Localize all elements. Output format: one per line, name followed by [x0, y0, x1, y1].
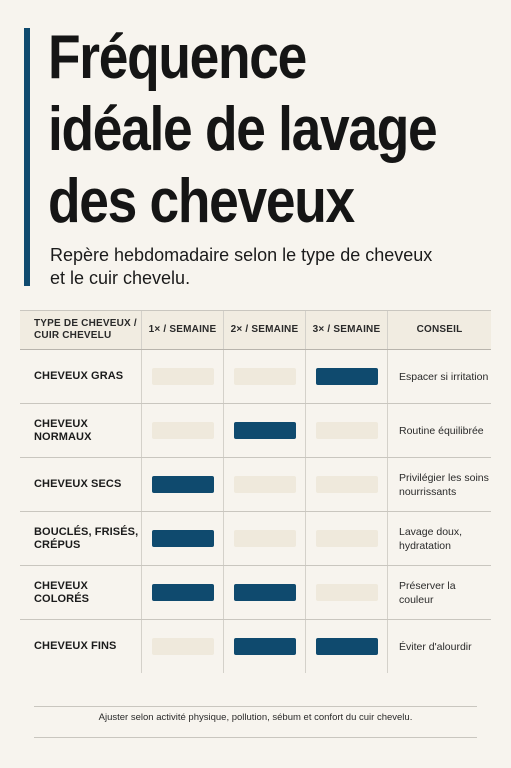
type-cell: [20, 350, 141, 403]
frequency-swatch: [234, 584, 296, 601]
frequency-swatch: [234, 476, 296, 493]
type-cell: [20, 566, 141, 619]
advice-text: [399, 471, 489, 499]
subtitle-line-2: et le cuir chevelu.: [50, 268, 191, 288]
table-row: [20, 404, 491, 458]
freq2-cell: [223, 620, 305, 673]
type-line-1: CHEVEUX COLORÉS: [34, 579, 90, 605]
frequency-swatch: [152, 368, 214, 385]
header-freq3-cell: [305, 311, 387, 349]
subtitle-line-1: Repère hebdomadaire selon le type de cheveux: [50, 245, 433, 265]
advice-cell: [387, 350, 491, 403]
freq3-cell: [305, 620, 387, 673]
freq3-cell: [305, 404, 387, 457]
type-line-1: CHEVEUX FINS: [34, 640, 117, 652]
footer-divider-top: [34, 706, 477, 707]
advice-line-1: Lavage doux,: [399, 525, 463, 538]
frequency-swatch: [234, 638, 296, 655]
frequency-swatch: [152, 422, 214, 439]
advice-cell: [387, 404, 491, 457]
header-freq3-label: 3× / SEMAINE: [312, 324, 381, 335]
advice-line-1: Éviter d'alourdir: [399, 640, 472, 653]
table-row: [20, 566, 491, 620]
freq1-cell: [141, 566, 223, 619]
type-label: [34, 640, 117, 653]
table-row: [20, 512, 491, 566]
freq2-cell: [223, 350, 305, 403]
table-row: [20, 350, 491, 404]
header-freq1-label: 1× / SEMAINE: [148, 324, 217, 335]
advice-line-1: Espacer si irritation: [399, 370, 489, 383]
frequency-swatch: [316, 638, 378, 655]
frequency-swatch: [234, 530, 296, 547]
type-label: [34, 370, 123, 383]
advice-cell: [387, 512, 491, 565]
advice-line-2: nourrissants: [399, 485, 457, 498]
type-label: [34, 580, 141, 606]
subtitle: [50, 244, 470, 290]
type-line-1: BOUCLÉS, FRISÉS,: [34, 525, 139, 538]
table-row: [20, 620, 491, 673]
freq2-cell: [223, 458, 305, 511]
type-cell: [20, 620, 141, 673]
freq1-cell: [141, 620, 223, 673]
freq2-cell: [223, 404, 305, 457]
advice-line-1: Privilégier les soins: [399, 471, 489, 484]
type-line-1: CHEVEUX SECS: [34, 478, 122, 490]
header-type-label: [34, 318, 137, 342]
advice-cell: [387, 458, 491, 511]
advice-cell: [387, 620, 491, 673]
advice-text: [399, 370, 488, 384]
advice-line-2: hydratation: [399, 539, 451, 552]
table-header-row: [20, 310, 491, 350]
title-line-1: Fréquence: [48, 23, 307, 92]
advice-text: [399, 424, 484, 438]
freq3-cell: [305, 350, 387, 403]
advice-line-1: Préserver la couleur: [399, 579, 456, 606]
frequency-swatch: [316, 422, 378, 439]
frequency-swatch: [152, 476, 214, 493]
type-line-1: CHEVEUX NORMAUX: [34, 417, 92, 443]
frequency-swatch: [234, 422, 296, 439]
header-type-line-1: TYPE DE CHEVEUX /: [34, 318, 137, 329]
frequency-table: [20, 310, 491, 673]
header-freq2-label: 2× / SEMAINE: [230, 324, 299, 335]
title-line-2: idéale de lavage: [48, 95, 437, 164]
type-cell: [20, 458, 141, 511]
header-type-cell: [20, 311, 141, 349]
table-row: [20, 458, 491, 512]
advice-text: [399, 525, 462, 553]
freq1-cell: [141, 458, 223, 511]
type-line-2: CRÉPUS: [34, 538, 81, 551]
freq3-cell: [305, 512, 387, 565]
frequency-swatch: [316, 530, 378, 547]
type-cell: [20, 512, 141, 565]
header-freq1-cell: [141, 311, 223, 349]
accent-bar: [24, 28, 30, 286]
freq3-cell: [305, 566, 387, 619]
frequency-swatch: [152, 638, 214, 655]
freq1-cell: [141, 404, 223, 457]
frequency-swatch: [316, 368, 378, 385]
type-cell: [20, 404, 141, 457]
freq2-cell: [223, 512, 305, 565]
frequency-swatch: [316, 476, 378, 493]
freq2-cell: [223, 566, 305, 619]
advice-text: [399, 640, 472, 654]
type-label: [34, 478, 121, 491]
type-label: [34, 526, 138, 552]
title-line-3: des cheveux: [48, 167, 354, 236]
footer-note: Ajuster selon activité physique, pollution, sébum et confort du cuir chevelu.: [98, 712, 413, 723]
type-label: [34, 418, 141, 444]
freq1-cell: [141, 512, 223, 565]
type-line-1: CHEVEUX GRAS: [34, 370, 124, 382]
header-freq2-cell: [223, 311, 305, 349]
header-advice-cell: [387, 311, 491, 349]
page-title: [48, 22, 435, 238]
freq3-cell: [305, 458, 387, 511]
advice-cell: [387, 566, 491, 619]
advice-text: [399, 579, 491, 607]
freq1-cell: [141, 350, 223, 403]
header-advice-label: CONSEIL: [416, 324, 463, 335]
advice-line-1: Routine équilibrée: [399, 424, 484, 437]
frequency-swatch: [234, 368, 296, 385]
frequency-swatch: [152, 530, 214, 547]
frequency-swatch: [316, 584, 378, 601]
frequency-swatch: [152, 584, 214, 601]
header-type-line-2: CUIR CHEVELU: [34, 330, 112, 341]
footer-divider-bottom: [34, 737, 477, 738]
